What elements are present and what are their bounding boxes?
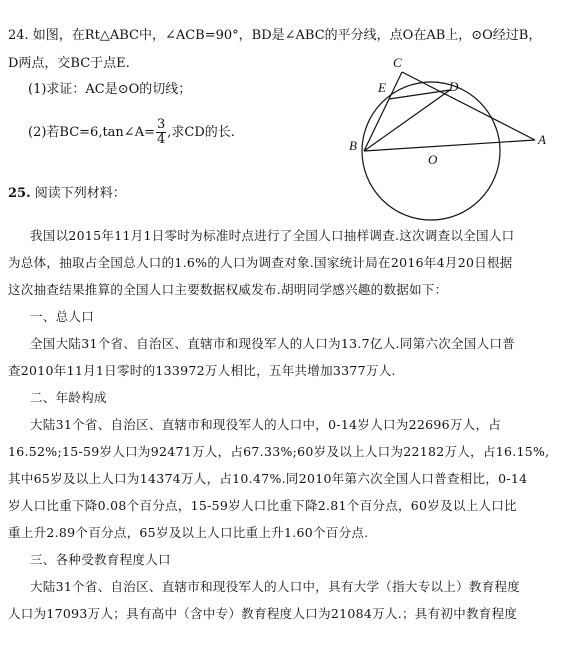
- body-line: [8, 444, 549, 460]
- label-b: B: [349, 138, 357, 153]
- body-text: 这次抽查结果推算的全国人口主要数据权威发布.胡明同学感兴趣的数据如下：: [8, 282, 448, 297]
- body-text: 人口为17093万人；具有高中（含中专）教育程度人口为21084万人.；具有初中教育程度: [8, 606, 518, 621]
- body-text: 大陆31个省、自治区、直辖市和现役军人的人口中，具有大学（指大专以上）教育程度: [30, 579, 521, 594]
- fraction-numerator: 3: [156, 117, 166, 132]
- section-heading: [30, 309, 94, 325]
- body-line: [8, 471, 527, 487]
- label-d: D: [449, 79, 459, 94]
- body-line: [8, 255, 513, 271]
- segment-ed: [389, 90, 450, 99]
- body-line: [8, 525, 368, 541]
- q24-part1-text: (1)求证：AC是⊙O的切线；: [28, 82, 192, 97]
- body-text: 大陆31个省、自治区、直辖市和现役军人的人口中，0-14岁人口为22696万人，占: [30, 417, 502, 432]
- segment-ca: [402, 72, 535, 140]
- label-a: A: [538, 132, 546, 147]
- q25-heading-text: 阅读下列材料：: [34, 186, 126, 201]
- circle-o: [362, 82, 500, 220]
- body-text: 为总体，抽取占全国总人口的1.6%的人口为调查对象.国家统计局在2016年4月20日根据: [8, 255, 513, 270]
- body-text: 我国以2015年11月1日零时为标准时点进行了全国人口抽样调查.这次调查以全国人口: [30, 228, 515, 243]
- body-text: 一、总人口: [30, 309, 95, 324]
- label-o: O: [428, 152, 438, 167]
- body-text: 重上升2.89个百分点，65岁及以上人口比重上升1.60个百分点.: [8, 525, 369, 540]
- label-e: E: [378, 80, 386, 95]
- body-line: [30, 579, 520, 595]
- body-text: 其中65岁及以上人口为14374万人，占10.47%.同2010年第六次全国人口普查相比，0-14: [8, 471, 528, 486]
- body-text: 二、年龄构成: [30, 390, 107, 405]
- segment-ba: [364, 140, 535, 151]
- section-heading: [30, 390, 107, 406]
- body-line: [30, 336, 515, 352]
- body-text: 全国大陆31个省、自治区、直辖市和现役军人的人口为13.7亿人.同第六次全国人口普: [30, 336, 516, 351]
- q25-number: 25.: [8, 186, 31, 201]
- section-heading: [30, 552, 171, 568]
- q24-line2-text: D两点，交BC于点E.: [8, 56, 130, 71]
- body-text: 16.52%;15-59岁人口为92471万人，占67.33%;60岁及以上人口为22182万人，占16.15%,: [8, 444, 550, 459]
- q25-heading: [8, 186, 126, 202]
- body-line: [8, 498, 517, 514]
- body-text: 岁人口比重下降0.08个百分点，15-59岁人口比重下降2.81个百分点，60岁及以上人口比: [8, 498, 517, 513]
- body-text: 查2010年11月1日零时的133972万人相比，五年共增加3377万人.: [8, 363, 396, 378]
- label-c: C: [393, 55, 402, 70]
- q24-part2-prefix: (2)若BC=6,tan∠A=: [28, 125, 155, 140]
- body-line: [30, 417, 501, 433]
- q24-part2-suffix: ,求CD的长.: [167, 125, 235, 140]
- body-line: [8, 606, 517, 622]
- fraction-denominator: 4: [156, 132, 166, 147]
- body-line: [30, 228, 514, 244]
- body-text: 三、各种受教育程度人口: [30, 552, 171, 567]
- segment-bd: [364, 90, 450, 151]
- body-line: [8, 282, 447, 298]
- q24-line1-text: 24. 如图，在Rt△ABC中，∠ACB=90°，BD是∠ABC的平分线，点O在AB上，⊙O经过B，: [8, 28, 542, 43]
- body-line: [8, 363, 396, 379]
